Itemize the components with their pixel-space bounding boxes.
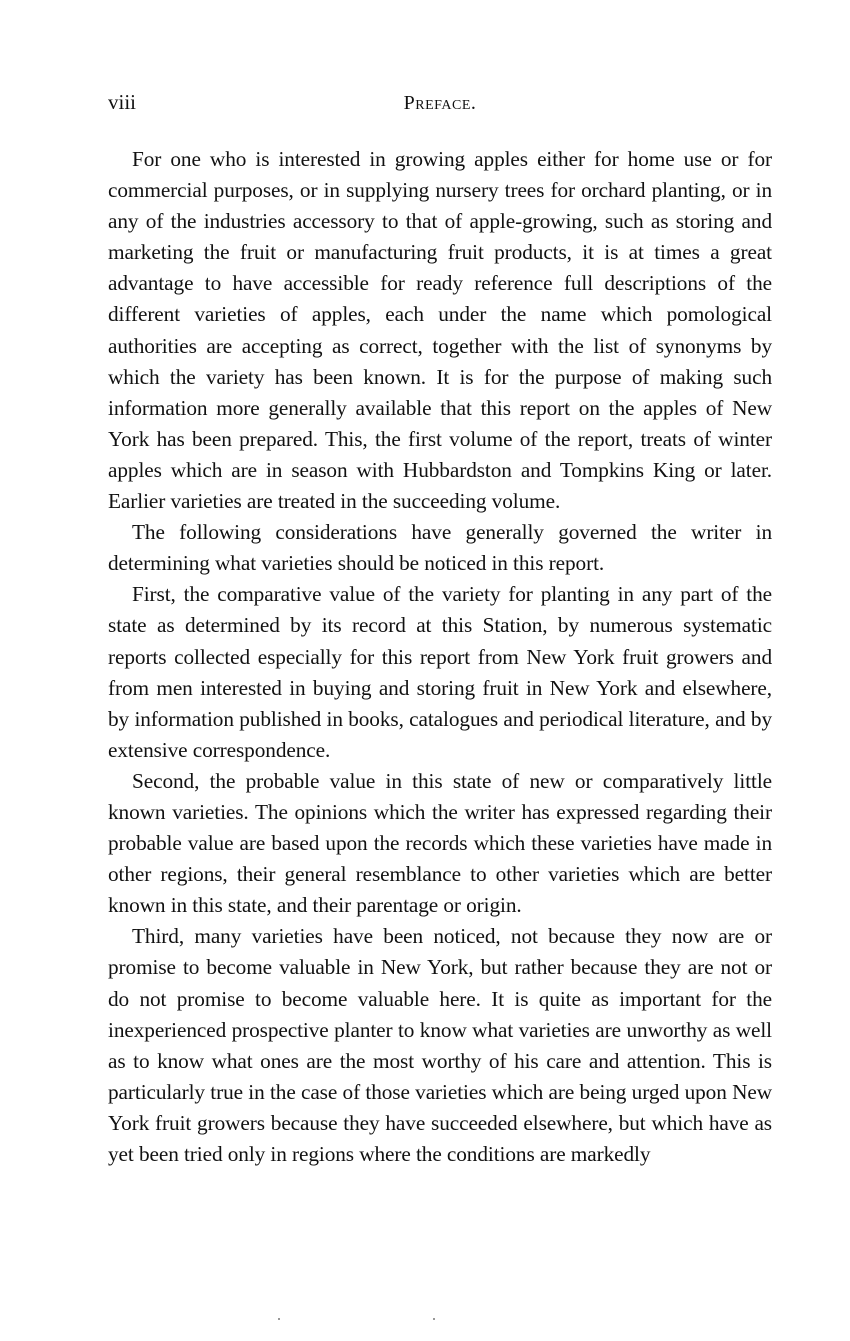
book-page xyxy=(108,86,772,1170)
running-head xyxy=(108,86,772,122)
page-number: viii xyxy=(108,90,137,114)
body-text xyxy=(108,144,772,1170)
running-head-title: Preface. xyxy=(403,92,477,114)
scan-speck xyxy=(278,1318,280,1320)
scan-speck xyxy=(433,1318,435,1320)
scan-specks xyxy=(0,1318,850,1322)
paragraph-considerations: The following considerations have generally governed the writer in determining what varieties should be noticed in this report. xyxy=(108,520,772,576)
paragraph-second: Second, the probable value in this state of new or comparatively little known varieties. The opinions which the writer has expressed regarding their probable value are based upon the records which these varieties have made in other regions, their general resemblance to other varieties which are better known in this state, and their parentage or origin. xyxy=(108,768,772,918)
paragraph-introduction: For one who is interested in growing apples either for home use or for commercial purposes, or in supplying nursery trees for orchard planting, or in any of the industries accessory to that of apple-growing, such as storing and marketing the fruit or manufacturing fruit products, it is at times a great advantage to have accessible for ready reference full descriptions of the different varieties of apples, each under the name which pomological authorities are accepting as correct, together with the list of synonyms by which the variety has been known. It is for the purpose of making such information more generally available that this report on the apples of New York has been prepared. This, the first volume of the report, treats of winter apples which are in season with Hubbardston and Tompkins King or later. Earlier varieties are treated in the succeeding volume. xyxy=(108,147,772,514)
paragraph-third: Third, many varieties have been noticed, not because they now are or promise to become valuable in New York, but rather because they are not or do not promise to become valuable here. It is quite as important for the inexperienced prospective planter to know what varieties are unworthy as well as to know what ones are the most worthy of his care and attention. This is particularly true in the case of those varieties which are being urged upon New York fruit growers because they have succeeded elsewhere, but which have as yet been tried only in regions where the conditions are markedly xyxy=(108,924,772,1166)
paragraph-first: First, the comparative value of the variety for planting in any part of the state as determined by its record at this Station, by numerous systematic reports collected especially for this report from New York fruit growers and from men interested in buying and storing fruit in New York and elsewhere, by information published in books, catalogues and periodical literature, and by extensive correspondence. xyxy=(108,582,772,762)
